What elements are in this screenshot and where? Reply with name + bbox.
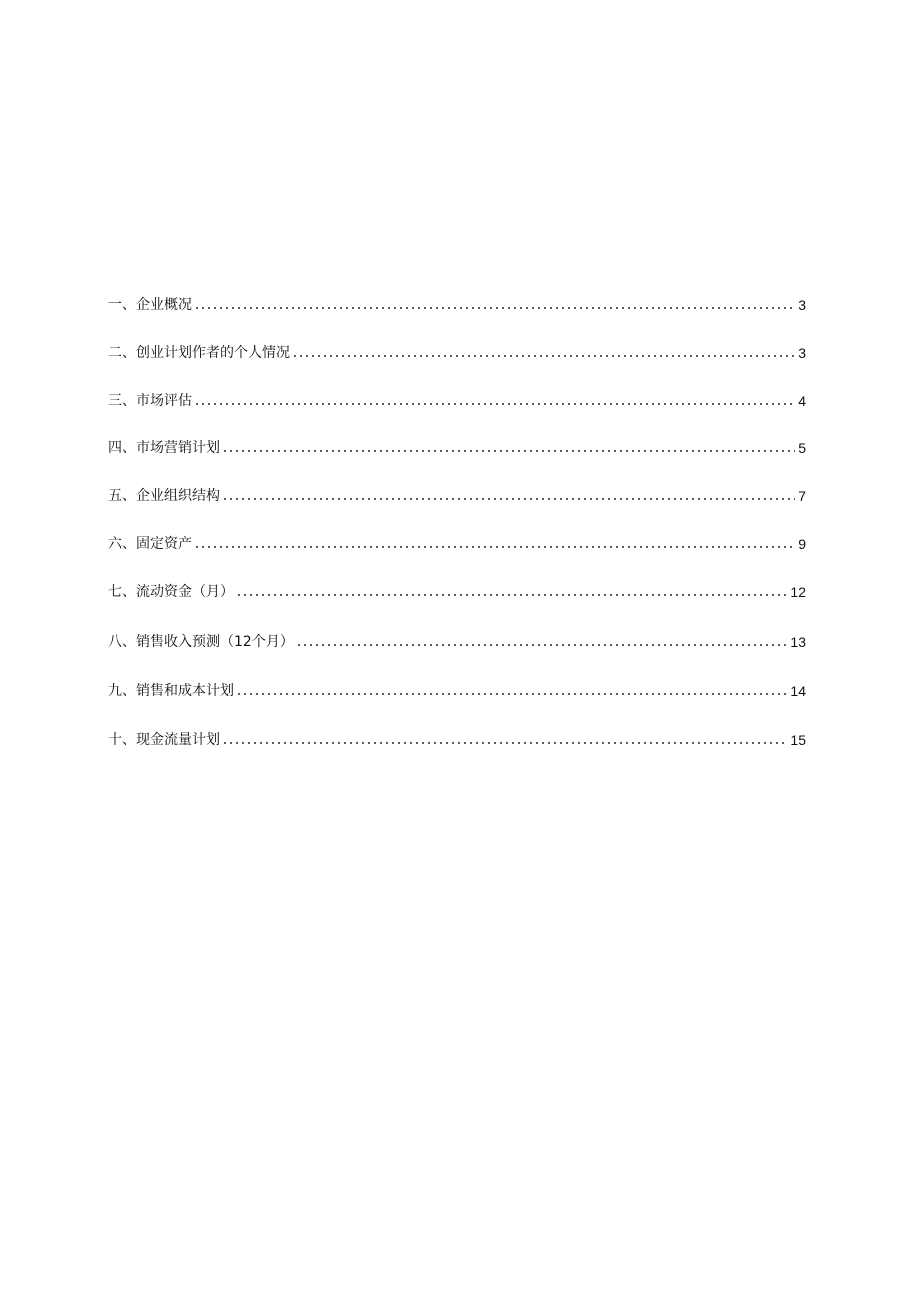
toc-entry-page: 3 — [798, 345, 806, 361]
toc-entry[interactable] — [108, 731, 806, 749]
toc-entry-title: 四、市场营销计划 — [108, 440, 220, 456]
toc-dot-leader — [236, 593, 787, 597]
toc-entry-title: 九、销售和成本计划 — [108, 683, 234, 699]
toc-dot-leader — [222, 449, 795, 453]
toc-entry[interactable] — [108, 439, 806, 457]
toc-entry-page: 9 — [798, 536, 806, 552]
toc-entry-page: 14 — [790, 683, 806, 699]
toc-entry-title: 二、创业计划作者的个人情况 — [108, 345, 290, 361]
toc-entry-page: 5 — [798, 440, 806, 456]
toc-entry-title: 十、现金流量计划 — [108, 732, 220, 748]
toc-entry[interactable] — [108, 682, 806, 700]
toc-dot-leader — [222, 741, 787, 745]
toc-entry-page: 13 — [790, 634, 806, 650]
toc-entry[interactable] — [108, 296, 806, 314]
toc-dot-leader — [292, 354, 795, 358]
toc-entry[interactable] — [108, 487, 806, 505]
toc-entry-page: 4 — [798, 393, 806, 409]
toc-entry-page: 3 — [798, 297, 806, 313]
toc-entry[interactable] — [108, 583, 806, 601]
toc-dot-leader — [194, 306, 795, 310]
toc-entry-title: 三、市场评估 — [108, 393, 192, 409]
toc-dot-leader — [194, 545, 795, 549]
toc-entry-title: 五、企业组织结构 — [108, 488, 220, 504]
toc-dot-leader — [194, 402, 795, 406]
toc-entry[interactable] — [108, 392, 806, 410]
toc-dot-leader — [296, 643, 788, 647]
toc-entry-page: 7 — [798, 488, 806, 504]
toc-entry[interactable] — [108, 633, 806, 651]
toc-dot-leader — [222, 497, 795, 501]
toc-entry-title: 八、销售收入预测（12个月） — [108, 634, 294, 650]
toc-entry-page: 12 — [790, 584, 806, 600]
toc-entry-title: 一、企业概况 — [108, 297, 192, 313]
toc-entry-title: 六、固定资产 — [108, 536, 192, 552]
toc-entry[interactable] — [108, 344, 806, 362]
toc-entry[interactable] — [108, 535, 806, 553]
toc-entry-title: 七、流动资金（月） — [108, 584, 234, 600]
toc-entry-page: 15 — [790, 732, 806, 748]
toc-dot-leader — [236, 692, 787, 696]
